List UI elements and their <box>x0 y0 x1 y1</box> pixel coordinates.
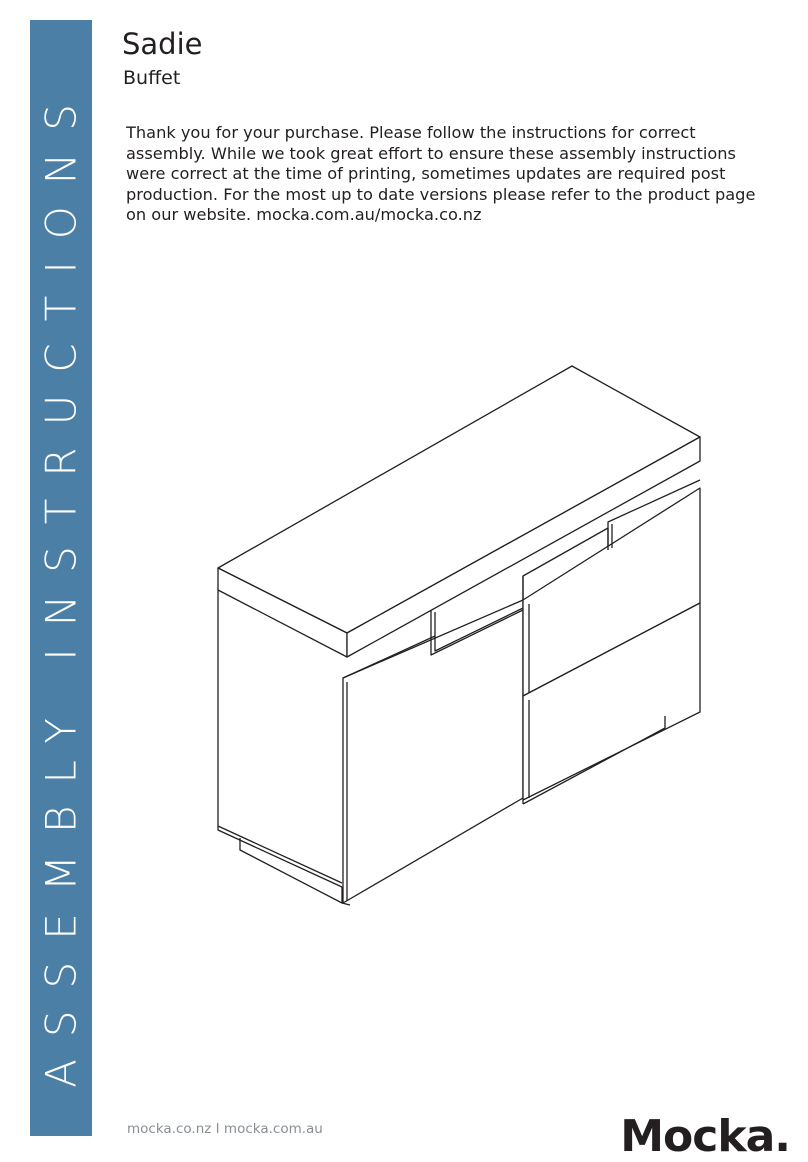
intro-text: Thank you for your purchase. Please follow the instructions for correct assembly. While we took great effort to ensure these assembly instructions were correct at the time of printing, sometimes updates are required post production. For the most up to date versions please refer to the product page on our website. mocka.com.au/mocka.co.nz <box>126 123 756 224</box>
footer-links: mocka.co.nz I mocka.com.au <box>127 1121 323 1137</box>
product-type: Buffet <box>123 67 181 89</box>
product-name: Sadie <box>122 27 203 61</box>
mocka-logo: Mocka. <box>620 1111 790 1162</box>
buffet-illustration <box>210 360 710 912</box>
assembly-instructions-label: ASSEMBLY INSTRUCTIONS <box>36 82 86 1088</box>
left-door <box>343 600 523 903</box>
